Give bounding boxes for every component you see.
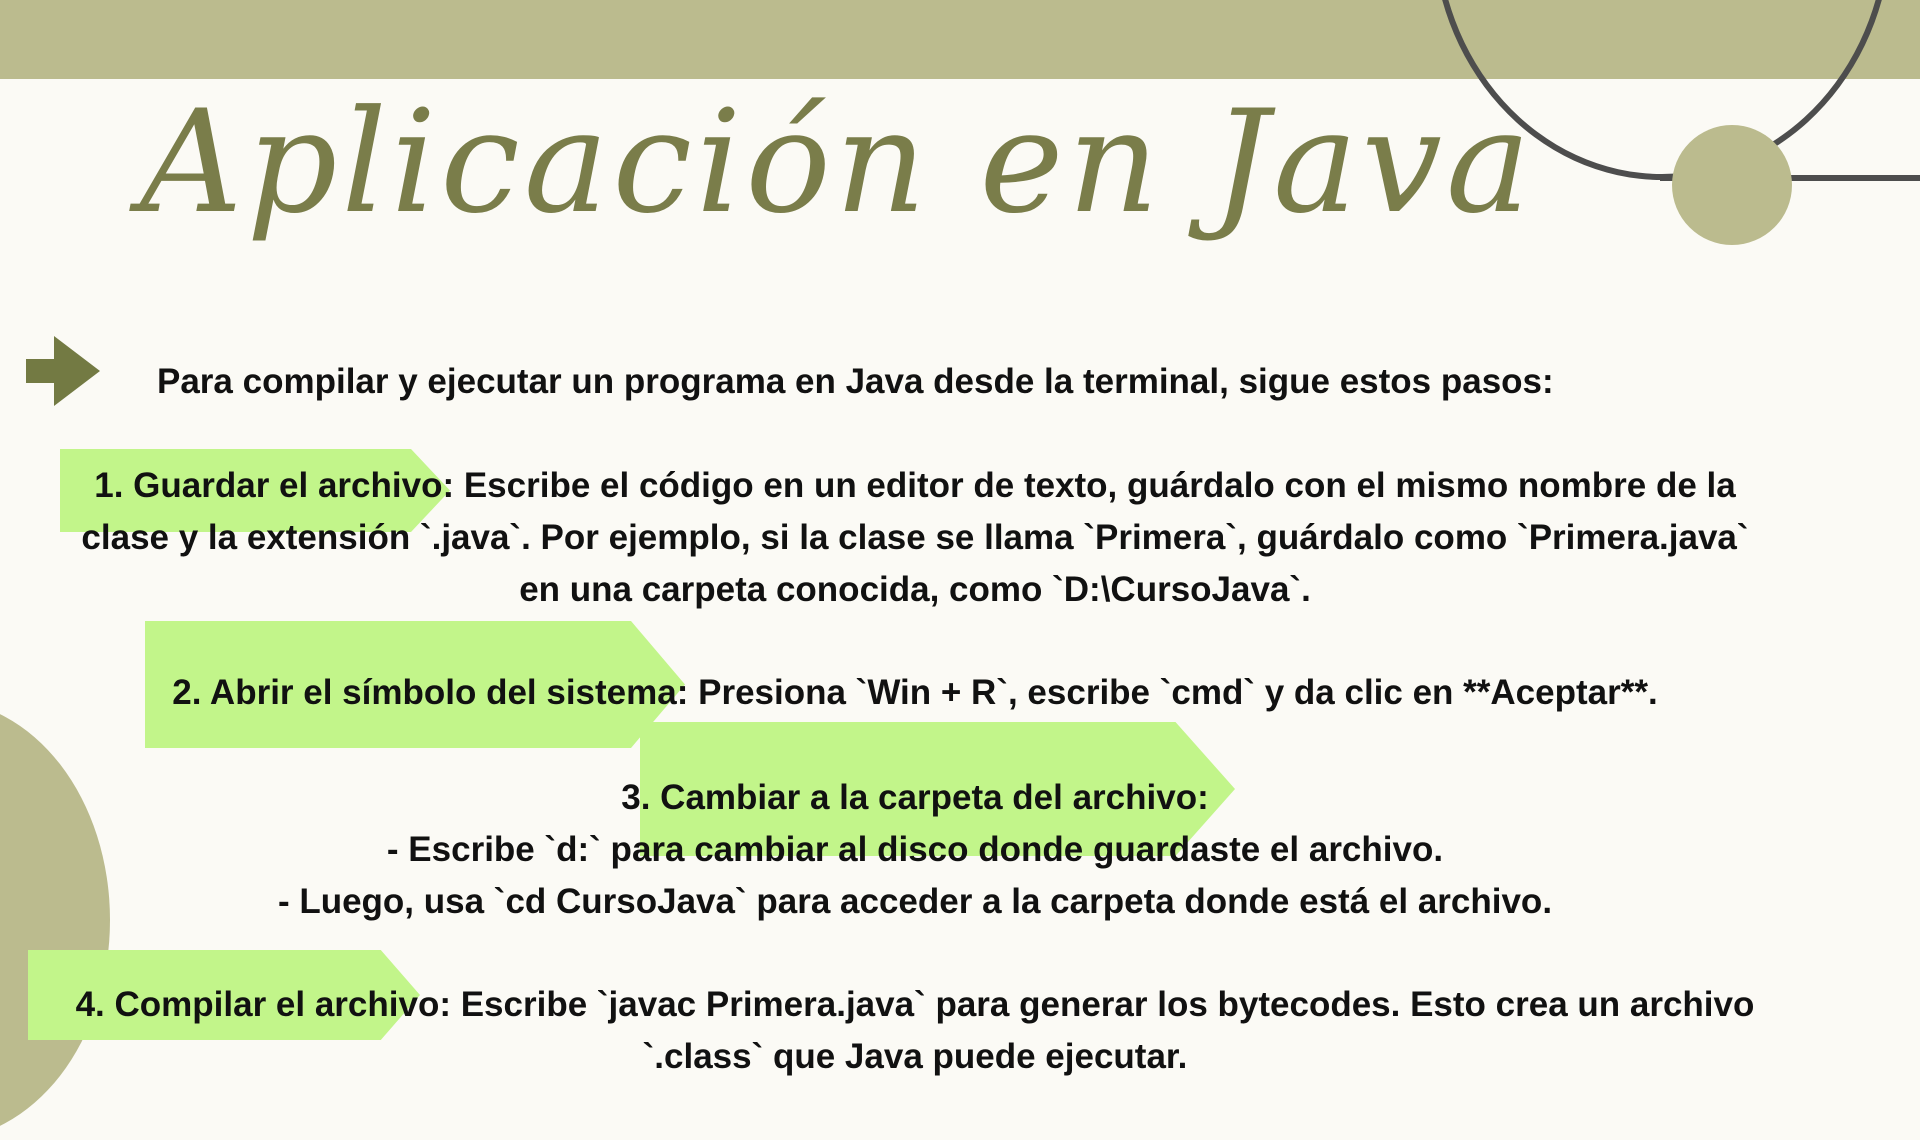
step-line: 3. Cambiar a la carpeta del archivo:	[621, 778, 1209, 817]
step-1	[0, 460, 1830, 616]
step-line: 4. Compilar el archivo: Escribe `javac Primera.java` para generar los bytecodes. Esto crea un archivo	[75, 985, 1755, 1024]
intro-text: Para compilar y ejecutar un programa en Java desde la terminal, sigue estos pasos:	[157, 362, 1554, 401]
step-line: clase y la extensión `.java`. Por ejemplo, si la clase se llama `Primera`, guárdalo como `Primera.java`	[81, 518, 1749, 557]
step-line: - Escribe `d:` para cambiar al disco donde guardaste el archivo.	[386, 830, 1444, 869]
step-4	[0, 979, 1830, 1083]
step-line: `.class` que Java puede ejecutar.	[642, 1037, 1188, 1076]
step-3	[0, 772, 1830, 928]
step-line: 2. Abrir el símbolo del sistema: Presiona `Win + R`, escribe `cmd` y da clic en **Aceptar**.	[172, 673, 1658, 712]
arrow-right-icon	[26, 336, 100, 406]
step-line: - Luego, usa `cd CursoJava` para acceder a la carpeta donde está el archivo.	[277, 882, 1553, 921]
decorative-dot	[1672, 125, 1792, 245]
step-line: en una carpeta conocida, como `D:\CursoJava`.	[519, 570, 1311, 609]
step-line: 1. Guardar el archivo: Escribe el código en un editor de texto, guárdalo con el mismo nombre de la	[94, 466, 1736, 505]
step-2	[0, 667, 1830, 719]
page-title: Aplicación en Java	[140, 80, 1535, 245]
